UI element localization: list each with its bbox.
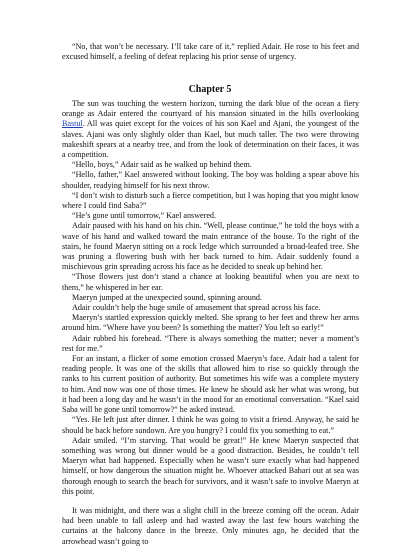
bastul-link[interactable]: Bastul [62, 119, 83, 129]
paragraph: “Yes. He left just after dinner. I think he was going to visit a friend. Anyway, he said he should be back before sundown. Are you hungry? I could fix you something to eat.” [62, 415, 359, 435]
paragraph: “I don’t wish to disturb such a fierce competition, but I was hoping that you might know where I could find Saba?” [62, 190, 359, 211]
paragraph: “Those flowers just don’t stand a chance at looking beautiful when you are next to them,” he whispered in her ear. [62, 272, 359, 292]
paragraph: Adair rubbed his forehead. “There is always something the matter; never a moment’s rest for me.” [62, 333, 359, 353]
paragraph: It was midnight, and there was a slight chill in the breeze coming off the ocean. Adair had been unable to fall asleep and had wasted away the last few hours watching the curtains at the balcony dance in the breeze. Only minutes ago, he decided that the arrowhead wasn’t going to [62, 505, 359, 546]
paragraph: “Hello, father,” Kael answered without looking. The boy was holding a spear above his shoulder, readying himself for his next throw. [62, 170, 359, 190]
intro-paragraph-block [62, 42, 359, 62]
chapter-body [62, 99, 359, 547]
chapter-title: Chapter 5 [188, 84, 232, 95]
paragraph: Adair smiled. “I’m starving. That would be great!” He knew Maeryn suspected that something was wrong but dinner would be a good distraction. Besides, he couldn’t tell Maeryn what had happened. Especially when he wasn’t sure exactly what had happened himself, or how dangerous the situation might be. Whoever attacked Bahari out at sea was thorough enough to search the beach for survivors, and it wasn’t safe to involve Maeryn at this point. [62, 435, 359, 496]
paragraph: “Hello, boys,” Adair said as he walked up behind them. [72, 160, 252, 170]
paragraph: For an instant, a flicker of some emotion crossed Maeryn’s face. Adair had a talent for reading people. It was one of the skills that allowed him to rise so quickly through the ranks to his current position of authority. But sometimes his wife was a complete mystery to him. And now was one of those times. He knew he should ask her what was wrong, but it had been a long day and he wasn’t in the mood for an emotional conversation. “Kael said Saba will be gone until tomorrow?” he asked instead. [62, 354, 359, 415]
paragraph [62, 99, 359, 160]
paragraph: Maeryn’s startled expression quickly melted. She sprang to her feet and threw her arms around him. “Where have you been? Is something the matter? You left so early!” [62, 313, 359, 333]
paragraph-text: . All was quiet except for the voices of his son Kael and Ajani, the youngest of the slaves. Ajani was only slightly older than Kael, but much taller. The two were throwing makeshift spears at a nearby tree, and from the look of determination on their faces, it was a competition. [62, 119, 359, 160]
paragraph: Adair couldn’t help the huge smile of amusement that spread across his face. [72, 303, 321, 313]
paragraph: Maeryn jumped at the unexpected sound, spinning around. [72, 292, 262, 302]
paragraph-text: The sun was touching the western horizon, turning the dark blue of the ocean a fiery orange as Adair entered the courtyard of his mansion situated in the hills overlooking [62, 99, 359, 119]
paragraph: “He’s gone until tomorrow,” Kael answered. [72, 211, 216, 221]
paragraph: Adair paused with his hand on his chin. “Well, please continue,” he told the boys with a wave of his hand and walked toward the main entrance of the house. To the right of the stairs, he found Maeryn sitting on a rock ledge which surrounded a broad-leafed tree. She was pruning a flowering bush with her back turned to him. Adair suddenly found a mischievous grin spreading across his face as he decided to sneak up behind her. [62, 221, 359, 272]
intro-paragraph: “No, that won’t be necessary. I’ll take care of it,” replied Adair. He rose to his feet and excused himself, a feeling of defeat replacing his prior sense of urgency. [62, 42, 359, 62]
